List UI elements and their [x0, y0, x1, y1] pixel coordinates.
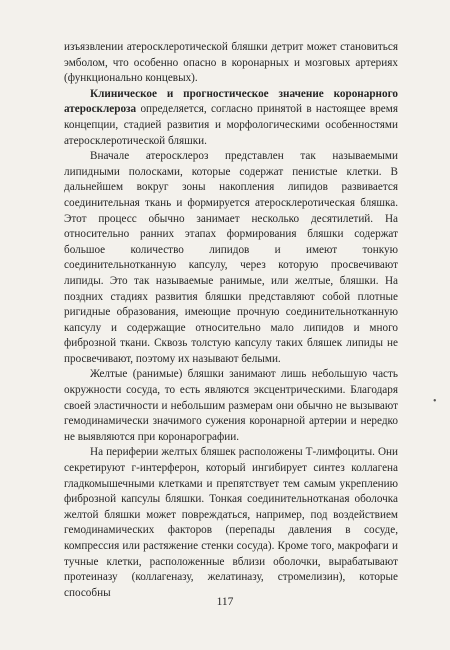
paragraph-text: определяется, согласно принятой в настоящее время концепции, стадией развития и морфологическими особенностями атеросклеротической бляшки.: [64, 103, 398, 147]
paragraph-lipid-stripes: Вначале атеросклероз представлен так называемыми липидными полосками, которые содержат пенистые клетки. В дальнейшем вокруг зоны накопления липидов развивается соединительная ткань и формируется атеросклеротическая бляшка. Этот процесс обычно занимает несколько десятилетий. На относительно ранних этапах формирования бляшки содержат большое количество липидов и имеют тонкую соединительнотканную капсулу, через которую просвечивают липиды. Это так называемые ранимые, или желтые, бляшки. На поздних стадиях развития бляшки представляют собой плотные ригидные образования, имеющие прочную соединительнотканную капсулу и содержащие относительно мало липидов и много фиброзной ткани. Сквозь толстую капсулу таких бляшек липиды не просвечивают, поэтому их называют белыми.: [64, 150, 398, 365]
paragraph-t-lymphocytes: На периферии желтых бляшек расположены Т-лимфоциты. Они секретируют г-интерферон, который ингибирует синтез коллагена гладкомышечными клетками и препятствует тем самым укреплению фиброзной капсулы бляшки. Тонкая соединительнотканая оболочка желтой бляшки может повреждаться, например, под воздействием гемодинамических факторов (перепады давления в сосуде, компрессия или растяжение стенки сосуда). Кроме того, макрофаги и тучные клетки, расположенные вблизи оболочки, вырабатывают протеиназу (коллагеназу, желатиназу, стромелизин), которые способны: [64, 446, 398, 599]
bold-heading-phrase: Клиническое и прогностическое значение коронарного атеросклероза: [64, 87, 398, 116]
margin-mark: •: [433, 396, 437, 407]
paragraph-yellow-plaques: Желтые (ранимые) бляшки занимают лишь небольшую часть окружности сосуда, то есть являются эксцентрическими. Благодаря своей эластичности и небольшим размерам они обычно не вызывают гемодинамически значимого сужения коронарной артерии и нередко не выявляются при коронарографии.: [64, 368, 398, 443]
paragraph-continuation: изъязвлении атеросклеротической бляшки детрит может становиться эмболом, что особенно опасно в коронарных и мозговых артериях (функционально концевых).: [64, 41, 398, 85]
paragraph-clinical-significance: [64, 87, 398, 149]
page-number: 117: [216, 596, 234, 608]
